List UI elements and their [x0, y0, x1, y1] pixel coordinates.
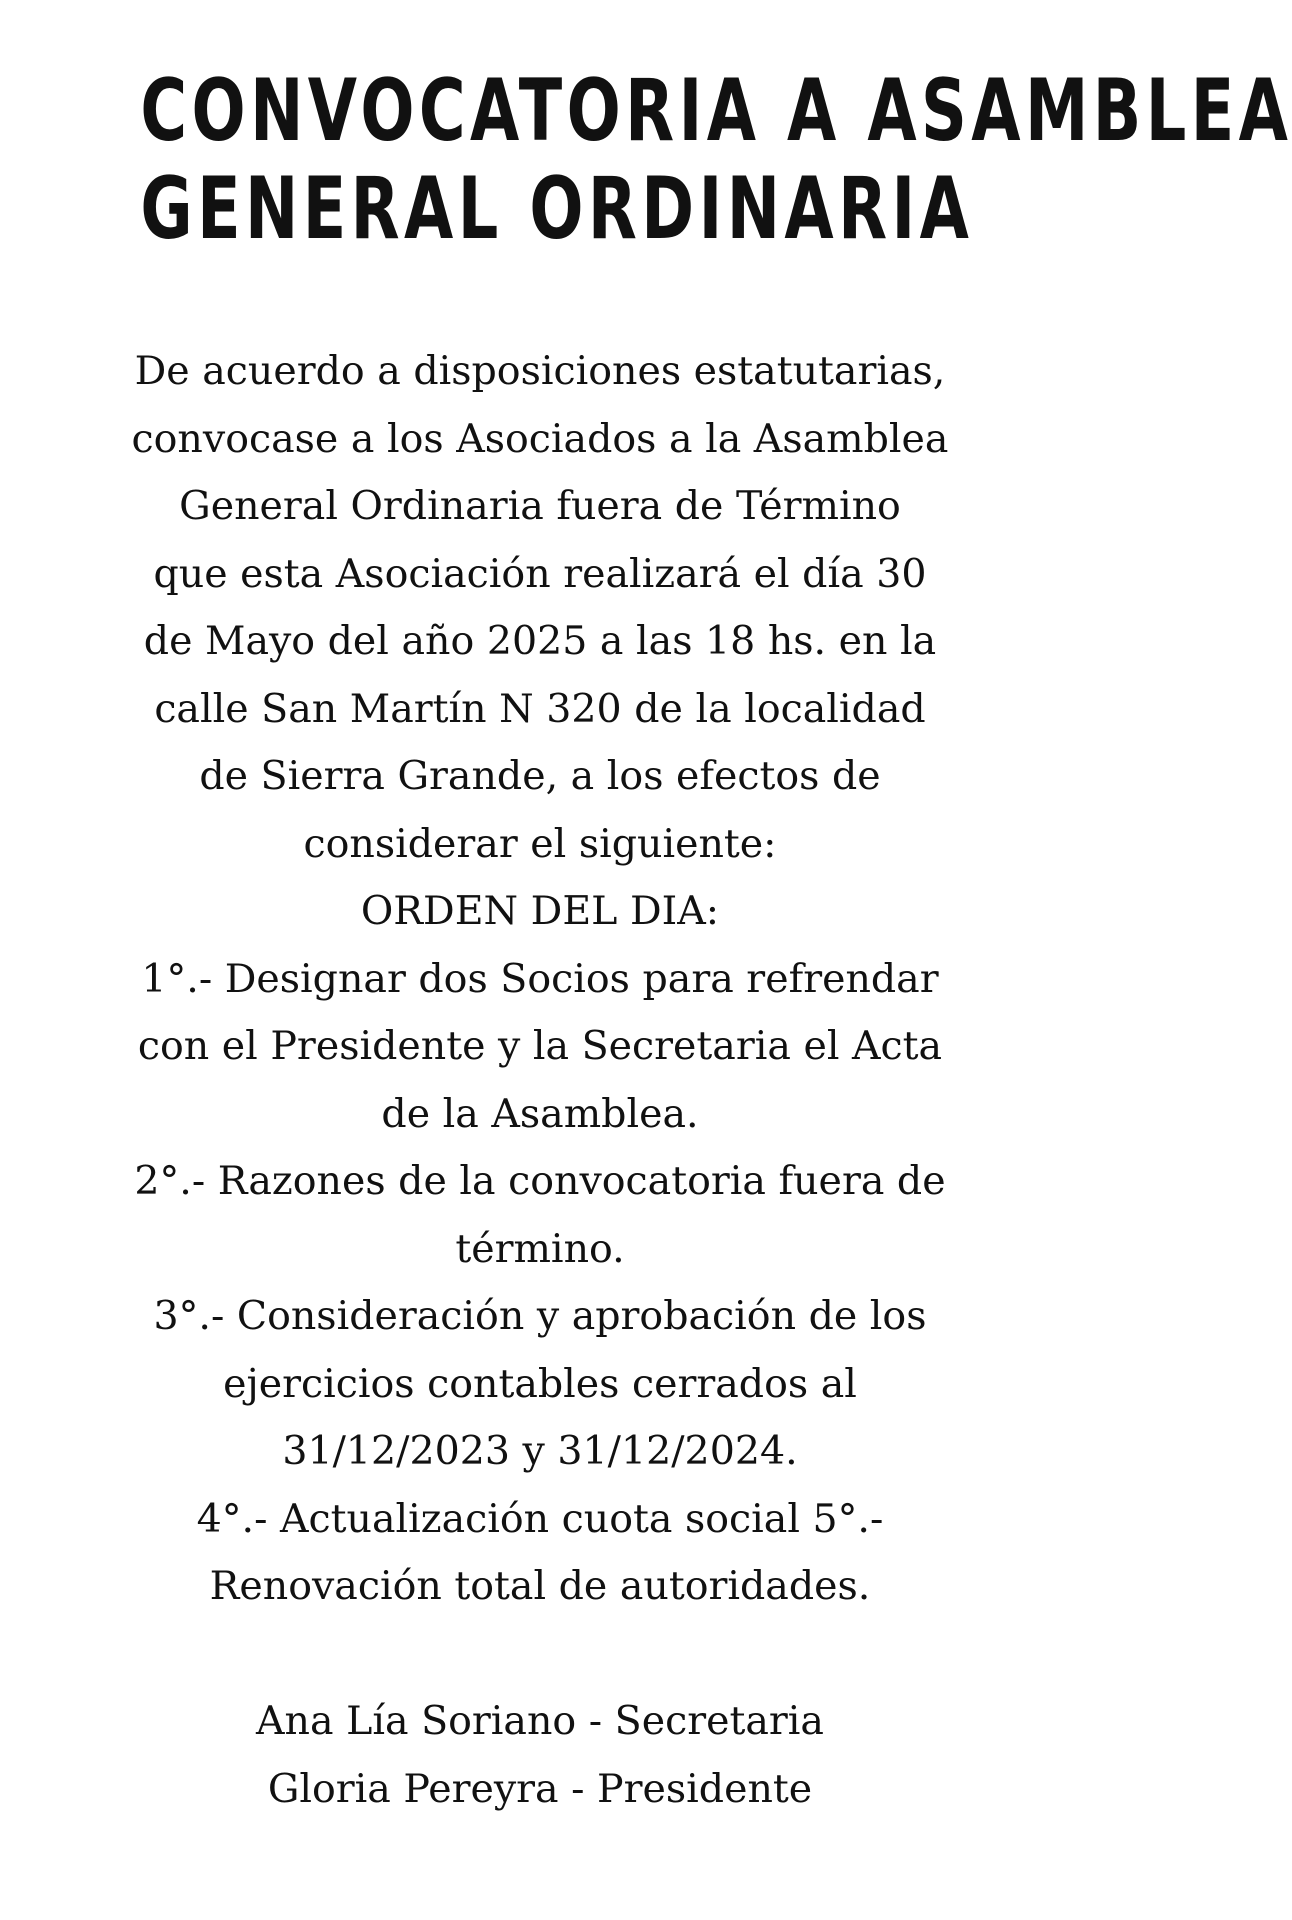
title-line-2: GENERAL ORDINARIA: [140, 159, 974, 259]
body-line: de Sierra Grande, a los efectos de: [199, 753, 881, 799]
title-line-1: CONVOCATORIA A ASAMBLEA: [140, 61, 1292, 161]
agenda-item-line: de la Asamblea.: [381, 1090, 699, 1137]
body-line: convocase a los Asociados a la Asamblea: [131, 415, 949, 462]
agenda-item-line: 31/12/2023 y 31/12/2024.: [282, 1428, 798, 1474]
agenda-item-line: 4°.- Actualización cuota social 5°.-: [196, 1495, 884, 1542]
body-line: considerar el siguiente:: [303, 820, 777, 867]
signature-secretary: Ana Lía Soriano - Secretaria: [256, 1698, 824, 1744]
agenda-item-line: 3°.- Consideración y aprobación de los: [153, 1293, 927, 1339]
agenda-item-line: Renovación total de autoridades.: [209, 1563, 871, 1609]
agenda-item-line: 1°.- Designar dos Socios para refrendar: [141, 955, 939, 1002]
body-line: General Ordinaria fuera de Término: [179, 483, 901, 529]
body-line: De acuerdo a disposiciones estatutarias,: [134, 348, 946, 394]
agenda-item-line: 2°.- Razones de la convocatoria fuera de: [134, 1158, 946, 1204]
document-body: [0, 338, 1080, 1823]
agenda-item-line: con el Presidente y la Secretaria el Acta: [137, 1023, 943, 1069]
body-line: que esta Asociación realizará el día 30: [153, 550, 927, 597]
agenda-heading: ORDEN DEL DIA:: [360, 888, 720, 934]
agenda-item-line: ejercicios contables cerrados al: [223, 1360, 857, 1407]
document-title: [140, 61, 1292, 259]
body-line: calle San Martín N 320 de la localidad: [154, 685, 926, 732]
signature-president: Gloria Pereyra - Presidente: [267, 1765, 813, 1812]
spacer: [0, 1621, 1080, 1689]
agenda-item-line: término.: [455, 1225, 625, 1272]
body-line: de Mayo del año 2025 a las 18 hs. en la: [143, 618, 937, 664]
